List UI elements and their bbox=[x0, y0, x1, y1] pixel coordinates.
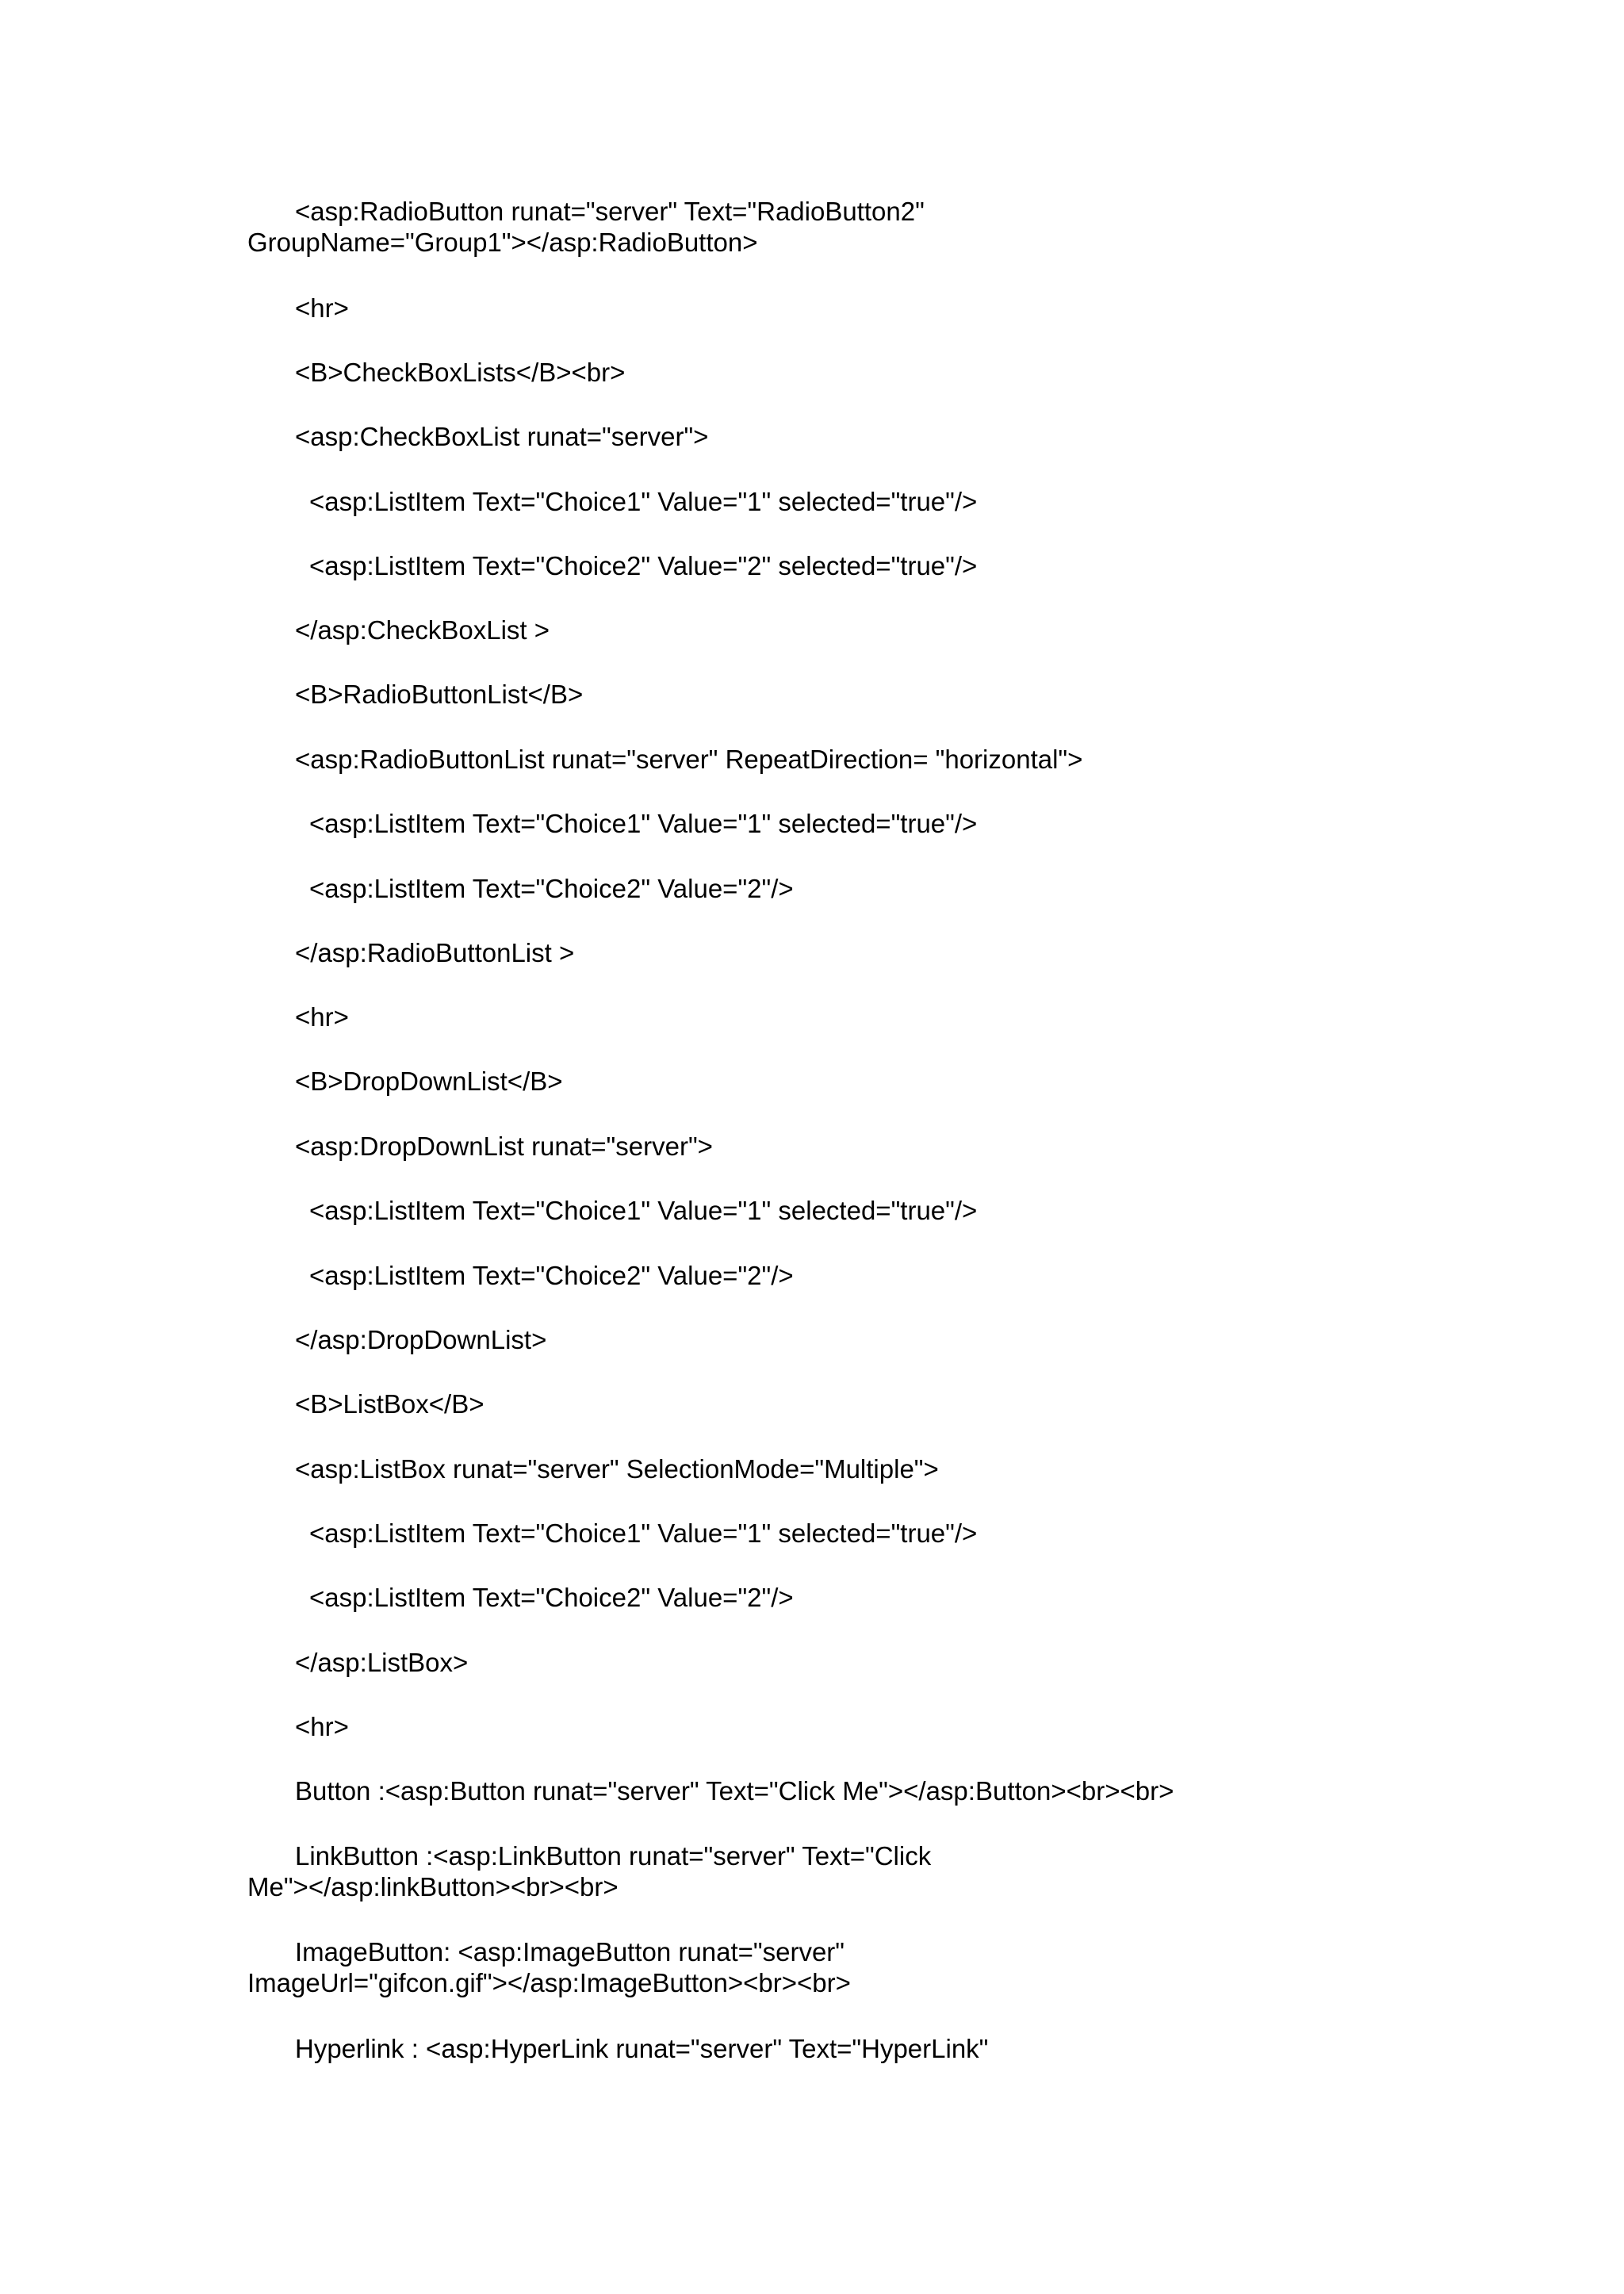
code-line: <asp:DropDownList runat="server"> bbox=[295, 1132, 713, 1161]
code-line: Hyperlink : <asp:HyperLink runat="server" Text="HyperLink" bbox=[295, 2034, 989, 2063]
code-line: </asp:ListBox> bbox=[295, 1648, 469, 1677]
code-line: <hr> bbox=[295, 1002, 349, 1032]
code-line: <hr> bbox=[295, 1712, 349, 1741]
code-line: <B>DropDownList</B> bbox=[295, 1067, 563, 1096]
code-line: <asp:CheckBoxList runat="server"> bbox=[295, 422, 709, 451]
code-line: </asp:DropDownList> bbox=[295, 1325, 547, 1354]
code-line: <asp:ListItem Text="Choice2" Value="2"/> bbox=[309, 874, 794, 903]
code-line: <asp:ListItem Text="Choice2" Value="2"/> bbox=[309, 1261, 794, 1290]
code-line: </asp:RadioButtonList > bbox=[295, 938, 575, 967]
code-line: <asp:ListItem Text="Choice2" Value="2" selected="true"/> bbox=[309, 551, 978, 580]
code-line: <asp:ListItem Text="Choice1" Value="1" selected="true"/> bbox=[309, 1196, 978, 1225]
code-line: <asp:RadioButtonList runat="server" RepeatDirection= "horizontal"> bbox=[295, 745, 1083, 774]
code-line: <asp:ListBox runat="server" SelectionMode="Multiple"> bbox=[295, 1454, 939, 1484]
code-line: </asp:CheckBoxList > bbox=[295, 615, 550, 645]
code-line: LinkButton :<asp:LinkButton runat="server" Text="Click bbox=[295, 1841, 932, 1871]
code-line: <asp:ListItem Text="Choice1" Value="1" selected="true"/> bbox=[309, 809, 978, 838]
code-line: GroupName="Group1"></asp:RadioButton> bbox=[247, 228, 758, 257]
code-line: ImageButton: <asp:ImageButton runat="server" bbox=[295, 1937, 845, 1967]
code-line: <asp:ListItem Text="Choice2" Value="2"/> bbox=[309, 1583, 794, 1612]
code-line: <B>RadioButtonList</B> bbox=[295, 680, 584, 709]
code-line: <asp:RadioButton runat="server" Text="RadioButton2" bbox=[295, 197, 925, 226]
code-line: Me"></asp:linkButton><br><br> bbox=[247, 1872, 619, 1901]
code-line: <B>CheckBoxLists</B><br> bbox=[295, 358, 626, 387]
code-line: <asp:ListItem Text="Choice1" Value="1" selected="true"/> bbox=[309, 1518, 978, 1548]
code-line: Button :<asp:Button runat="server" Text="Click Me"></asp:Button><br><br> bbox=[295, 1776, 1174, 1806]
code-line: <asp:ListItem Text="Choice1" Value="1" selected="true"/> bbox=[309, 487, 978, 516]
code-line: ImageUrl="gifcon.gif"></asp:ImageButton><br><br> bbox=[247, 1968, 851, 1997]
code-line: <hr> bbox=[295, 293, 349, 323]
code-line: <B>ListBox</B> bbox=[295, 1389, 485, 1419]
